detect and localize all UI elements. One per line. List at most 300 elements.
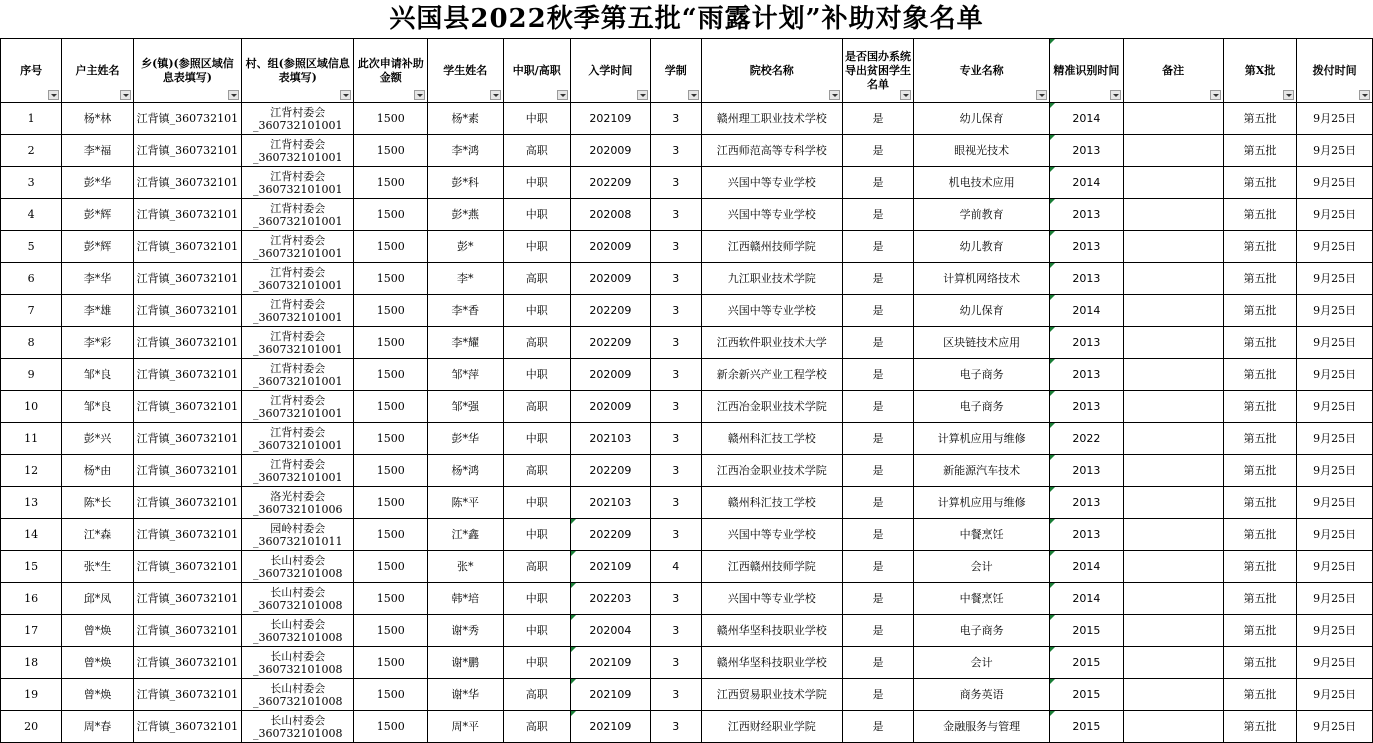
- payment-date-cell[interactable]: [1297, 615, 1373, 647]
- subsidy-amount-cell[interactable]: [354, 423, 428, 455]
- major-name-cell[interactable]: [914, 615, 1050, 647]
- school-name-cell[interactable]: [701, 231, 842, 263]
- enroll-date-cell[interactable]: [571, 647, 651, 679]
- village-code-cell[interactable]: [242, 647, 354, 679]
- major-name-cell[interactable]: [914, 647, 1050, 679]
- town-code-cell[interactable]: [133, 295, 241, 327]
- identify-year-cell[interactable]: [1050, 167, 1124, 199]
- remark-cell[interactable]: [1123, 135, 1223, 167]
- batch-number-cell[interactable]: [1223, 711, 1297, 743]
- subsidy-amount-cell[interactable]: [354, 135, 428, 167]
- town-code-cell[interactable]: [133, 231, 241, 263]
- filter-dropdown-icon[interactable]: [1210, 90, 1221, 100]
- study-years-cell[interactable]: [650, 391, 701, 423]
- poor-list-flag-cell[interactable]: [842, 199, 914, 231]
- poor-list-flag-cell[interactable]: [842, 391, 914, 423]
- row-number-cell[interactable]: [1, 327, 62, 359]
- enroll-date-cell[interactable]: [571, 519, 651, 551]
- school-level-cell[interactable]: [503, 391, 570, 423]
- householder-name-cell[interactable]: [62, 231, 134, 263]
- town-code-cell[interactable]: [133, 167, 241, 199]
- major-name-cell[interactable]: [914, 167, 1050, 199]
- town-code-cell[interactable]: [133, 615, 241, 647]
- major-name-cell[interactable]: [914, 423, 1050, 455]
- study-years-cell[interactable]: [650, 583, 701, 615]
- row-number-cell[interactable]: [1, 135, 62, 167]
- school-level-cell[interactable]: [503, 295, 570, 327]
- identify-year-cell[interactable]: [1050, 231, 1124, 263]
- row-number-cell[interactable]: [1, 647, 62, 679]
- payment-date-cell[interactable]: [1297, 647, 1373, 679]
- study-years-cell[interactable]: [650, 263, 701, 295]
- identify-year-cell[interactable]: [1050, 391, 1124, 423]
- student-name-cell[interactable]: [427, 103, 503, 135]
- poor-list-flag-cell[interactable]: [842, 103, 914, 135]
- enroll-date-cell[interactable]: [571, 679, 651, 711]
- town-code-cell[interactable]: [133, 423, 241, 455]
- major-name-cell[interactable]: [914, 455, 1050, 487]
- batch-number-cell[interactable]: [1223, 263, 1297, 295]
- poor-list-flag-cell[interactable]: [842, 647, 914, 679]
- town-code-cell[interactable]: [133, 679, 241, 711]
- filter-dropdown-icon[interactable]: [490, 90, 501, 100]
- school-level-cell[interactable]: [503, 679, 570, 711]
- school-level-cell[interactable]: [503, 647, 570, 679]
- filter-dropdown-icon[interactable]: [1283, 90, 1294, 100]
- remark-cell[interactable]: [1123, 615, 1223, 647]
- school-name-cell[interactable]: [701, 199, 842, 231]
- subsidy-amount-cell[interactable]: [354, 263, 428, 295]
- poor-list-flag-cell[interactable]: [842, 295, 914, 327]
- major-name-cell[interactable]: [914, 551, 1050, 583]
- major-name-cell[interactable]: [914, 359, 1050, 391]
- payment-date-cell[interactable]: [1297, 263, 1373, 295]
- enroll-date-cell[interactable]: [571, 359, 651, 391]
- poor-list-flag-cell[interactable]: [842, 359, 914, 391]
- major-name-cell[interactable]: [914, 199, 1050, 231]
- study-years-cell[interactable]: [650, 455, 701, 487]
- remark-cell[interactable]: [1123, 199, 1223, 231]
- subsidy-amount-cell[interactable]: [354, 455, 428, 487]
- village-code-cell[interactable]: [242, 679, 354, 711]
- school-name-cell[interactable]: [701, 167, 842, 199]
- town-code-cell[interactable]: [133, 487, 241, 519]
- batch-number-cell[interactable]: [1223, 103, 1297, 135]
- student-name-cell[interactable]: [427, 423, 503, 455]
- study-years-cell[interactable]: [650, 167, 701, 199]
- remark-cell[interactable]: [1123, 359, 1223, 391]
- enroll-date-cell[interactable]: [571, 263, 651, 295]
- town-code-cell[interactable]: [133, 647, 241, 679]
- student-name-cell[interactable]: [427, 199, 503, 231]
- batch-number-cell[interactable]: [1223, 487, 1297, 519]
- payment-date-cell[interactable]: [1297, 391, 1373, 423]
- batch-number-cell[interactable]: [1223, 295, 1297, 327]
- student-name-cell[interactable]: [427, 647, 503, 679]
- remark-cell[interactable]: [1123, 295, 1223, 327]
- school-level-cell[interactable]: [503, 615, 570, 647]
- student-name-cell[interactable]: [427, 359, 503, 391]
- remark-cell[interactable]: [1123, 647, 1223, 679]
- remark-cell[interactable]: [1123, 423, 1223, 455]
- householder-name-cell[interactable]: [62, 615, 134, 647]
- householder-name-cell[interactable]: [62, 103, 134, 135]
- school-name-cell[interactable]: [701, 679, 842, 711]
- payment-date-cell[interactable]: [1297, 679, 1373, 711]
- payment-date-cell[interactable]: [1297, 423, 1373, 455]
- school-level-cell[interactable]: [503, 199, 570, 231]
- school-level-cell[interactable]: [503, 167, 570, 199]
- village-code-cell[interactable]: [242, 359, 354, 391]
- school-level-cell[interactable]: [503, 711, 570, 743]
- student-name-cell[interactable]: [427, 263, 503, 295]
- poor-list-flag-cell[interactable]: [842, 679, 914, 711]
- major-name-cell[interactable]: [914, 103, 1050, 135]
- school-level-cell[interactable]: [503, 519, 570, 551]
- row-number-cell[interactable]: [1, 231, 62, 263]
- school-name-cell[interactable]: [701, 519, 842, 551]
- study-years-cell[interactable]: [650, 519, 701, 551]
- study-years-cell[interactable]: [650, 423, 701, 455]
- subsidy-amount-cell[interactable]: [354, 295, 428, 327]
- town-code-cell[interactable]: [133, 455, 241, 487]
- enroll-date-cell[interactable]: [571, 583, 651, 615]
- row-number-cell[interactable]: [1, 455, 62, 487]
- payment-date-cell[interactable]: [1297, 167, 1373, 199]
- row-number-cell[interactable]: [1, 551, 62, 583]
- identify-year-cell[interactable]: [1050, 647, 1124, 679]
- major-name-cell[interactable]: [914, 583, 1050, 615]
- town-code-cell[interactable]: [133, 135, 241, 167]
- village-code-cell[interactable]: [242, 327, 354, 359]
- poor-list-flag-cell[interactable]: [842, 551, 914, 583]
- identify-year-cell[interactable]: [1050, 455, 1124, 487]
- householder-name-cell[interactable]: [62, 199, 134, 231]
- enroll-date-cell[interactable]: [571, 327, 651, 359]
- town-code-cell[interactable]: [133, 359, 241, 391]
- payment-date-cell[interactable]: [1297, 199, 1373, 231]
- town-code-cell[interactable]: [133, 199, 241, 231]
- major-name-cell[interactable]: [914, 135, 1050, 167]
- school-name-cell[interactable]: [701, 423, 842, 455]
- study-years-cell[interactable]: [650, 679, 701, 711]
- town-code-cell[interactable]: [133, 551, 241, 583]
- row-number-cell[interactable]: [1, 519, 62, 551]
- study-years-cell[interactable]: [650, 487, 701, 519]
- study-years-cell[interactable]: [650, 647, 701, 679]
- subsidy-amount-cell[interactable]: [354, 487, 428, 519]
- study-years-cell[interactable]: [650, 711, 701, 743]
- payment-date-cell[interactable]: [1297, 711, 1373, 743]
- payment-date-cell[interactable]: [1297, 487, 1373, 519]
- subsidy-amount-cell[interactable]: [354, 199, 428, 231]
- householder-name-cell[interactable]: [62, 519, 134, 551]
- payment-date-cell[interactable]: [1297, 295, 1373, 327]
- poor-list-flag-cell[interactable]: [842, 487, 914, 519]
- householder-name-cell[interactable]: [62, 455, 134, 487]
- study-years-cell[interactable]: [650, 103, 701, 135]
- village-code-cell[interactable]: [242, 167, 354, 199]
- remark-cell[interactable]: [1123, 167, 1223, 199]
- enroll-date-cell[interactable]: [571, 615, 651, 647]
- study-years-cell[interactable]: [650, 615, 701, 647]
- batch-number-cell[interactable]: [1223, 327, 1297, 359]
- identify-year-cell[interactable]: [1050, 711, 1124, 743]
- subsidy-amount-cell[interactable]: [354, 679, 428, 711]
- major-name-cell[interactable]: [914, 679, 1050, 711]
- payment-date-cell[interactable]: [1297, 583, 1373, 615]
- filter-dropdown-icon[interactable]: [340, 90, 351, 100]
- row-number-cell[interactable]: [1, 487, 62, 519]
- study-years-cell[interactable]: [650, 135, 701, 167]
- town-code-cell[interactable]: [133, 103, 241, 135]
- major-name-cell[interactable]: [914, 231, 1050, 263]
- householder-name-cell[interactable]: [62, 551, 134, 583]
- batch-number-cell[interactable]: [1223, 647, 1297, 679]
- subsidy-amount-cell[interactable]: [354, 615, 428, 647]
- batch-number-cell[interactable]: [1223, 231, 1297, 263]
- village-code-cell[interactable]: [242, 103, 354, 135]
- village-code-cell[interactable]: [242, 231, 354, 263]
- subsidy-amount-cell[interactable]: [354, 327, 428, 359]
- row-number-cell[interactable]: [1, 359, 62, 391]
- village-code-cell[interactable]: [242, 615, 354, 647]
- identify-year-cell[interactable]: [1050, 103, 1124, 135]
- payment-date-cell[interactable]: [1297, 551, 1373, 583]
- town-code-cell[interactable]: [133, 327, 241, 359]
- student-name-cell[interactable]: [427, 583, 503, 615]
- student-name-cell[interactable]: [427, 167, 503, 199]
- study-years-cell[interactable]: [650, 199, 701, 231]
- householder-name-cell[interactable]: [62, 647, 134, 679]
- remark-cell[interactable]: [1123, 519, 1223, 551]
- enroll-date-cell[interactable]: [571, 167, 651, 199]
- row-number-cell[interactable]: [1, 199, 62, 231]
- school-level-cell[interactable]: [503, 231, 570, 263]
- enroll-date-cell[interactable]: [571, 103, 651, 135]
- identify-year-cell[interactable]: [1050, 359, 1124, 391]
- poor-list-flag-cell[interactable]: [842, 711, 914, 743]
- remark-cell[interactable]: [1123, 583, 1223, 615]
- row-number-cell[interactable]: [1, 263, 62, 295]
- filter-dropdown-icon[interactable]: [557, 90, 568, 100]
- student-name-cell[interactable]: [427, 455, 503, 487]
- remark-cell[interactable]: [1123, 711, 1223, 743]
- row-number-cell[interactable]: [1, 103, 62, 135]
- subsidy-amount-cell[interactable]: [354, 519, 428, 551]
- row-number-cell[interactable]: [1, 295, 62, 327]
- householder-name-cell[interactable]: [62, 135, 134, 167]
- poor-list-flag-cell[interactable]: [842, 583, 914, 615]
- village-code-cell[interactable]: [242, 295, 354, 327]
- village-code-cell[interactable]: [242, 519, 354, 551]
- enroll-date-cell[interactable]: [571, 135, 651, 167]
- subsidy-amount-cell[interactable]: [354, 583, 428, 615]
- student-name-cell[interactable]: [427, 295, 503, 327]
- school-name-cell[interactable]: [701, 583, 842, 615]
- batch-number-cell[interactable]: [1223, 167, 1297, 199]
- enroll-date-cell[interactable]: [571, 551, 651, 583]
- major-name-cell[interactable]: [914, 711, 1050, 743]
- row-number-cell[interactable]: [1, 711, 62, 743]
- subsidy-amount-cell[interactable]: [354, 711, 428, 743]
- student-name-cell[interactable]: [427, 327, 503, 359]
- identify-year-cell[interactable]: [1050, 135, 1124, 167]
- town-code-cell[interactable]: [133, 391, 241, 423]
- poor-list-flag-cell[interactable]: [842, 615, 914, 647]
- subsidy-amount-cell[interactable]: [354, 103, 428, 135]
- remark-cell[interactable]: [1123, 327, 1223, 359]
- remark-cell[interactable]: [1123, 455, 1223, 487]
- town-code-cell[interactable]: [133, 583, 241, 615]
- poor-list-flag-cell[interactable]: [842, 327, 914, 359]
- filter-dropdown-icon[interactable]: [637, 90, 648, 100]
- householder-name-cell[interactable]: [62, 295, 134, 327]
- batch-number-cell[interactable]: [1223, 551, 1297, 583]
- identify-year-cell[interactable]: [1050, 519, 1124, 551]
- subsidy-amount-cell[interactable]: [354, 647, 428, 679]
- school-level-cell[interactable]: [503, 423, 570, 455]
- batch-number-cell[interactable]: [1223, 359, 1297, 391]
- study-years-cell[interactable]: [650, 551, 701, 583]
- village-code-cell[interactable]: [242, 135, 354, 167]
- batch-number-cell[interactable]: [1223, 615, 1297, 647]
- school-level-cell[interactable]: [503, 359, 570, 391]
- identify-year-cell[interactable]: [1050, 263, 1124, 295]
- filter-dropdown-icon[interactable]: [228, 90, 239, 100]
- row-number-cell[interactable]: [1, 423, 62, 455]
- student-name-cell[interactable]: [427, 551, 503, 583]
- remark-cell[interactable]: [1123, 263, 1223, 295]
- identify-year-cell[interactable]: [1050, 487, 1124, 519]
- town-code-cell[interactable]: [133, 711, 241, 743]
- batch-number-cell[interactable]: [1223, 583, 1297, 615]
- payment-date-cell[interactable]: [1297, 455, 1373, 487]
- householder-name-cell[interactable]: [62, 583, 134, 615]
- poor-list-flag-cell[interactable]: [842, 519, 914, 551]
- batch-number-cell[interactable]: [1223, 391, 1297, 423]
- school-level-cell[interactable]: [503, 103, 570, 135]
- school-name-cell[interactable]: [701, 391, 842, 423]
- enroll-date-cell[interactable]: [571, 423, 651, 455]
- student-name-cell[interactable]: [427, 711, 503, 743]
- householder-name-cell[interactable]: [62, 679, 134, 711]
- batch-number-cell[interactable]: [1223, 199, 1297, 231]
- payment-date-cell[interactable]: [1297, 103, 1373, 135]
- enroll-date-cell[interactable]: [571, 199, 651, 231]
- batch-number-cell[interactable]: [1223, 423, 1297, 455]
- remark-cell[interactable]: [1123, 391, 1223, 423]
- school-level-cell[interactable]: [503, 487, 570, 519]
- filter-dropdown-icon[interactable]: [414, 90, 425, 100]
- householder-name-cell[interactable]: [62, 423, 134, 455]
- subsidy-amount-cell[interactable]: [354, 359, 428, 391]
- major-name-cell[interactable]: [914, 391, 1050, 423]
- school-name-cell[interactable]: [701, 295, 842, 327]
- householder-name-cell[interactable]: [62, 263, 134, 295]
- remark-cell[interactable]: [1123, 679, 1223, 711]
- batch-number-cell[interactable]: [1223, 455, 1297, 487]
- identify-year-cell[interactable]: [1050, 295, 1124, 327]
- identify-year-cell[interactable]: [1050, 423, 1124, 455]
- student-name-cell[interactable]: [427, 391, 503, 423]
- identify-year-cell[interactable]: [1050, 679, 1124, 711]
- town-code-cell[interactable]: [133, 519, 241, 551]
- remark-cell[interactable]: [1123, 551, 1223, 583]
- major-name-cell[interactable]: [914, 295, 1050, 327]
- row-number-cell[interactable]: [1, 583, 62, 615]
- batch-number-cell[interactable]: [1223, 519, 1297, 551]
- row-number-cell[interactable]: [1, 615, 62, 647]
- school-level-cell[interactable]: [503, 327, 570, 359]
- school-name-cell[interactable]: [701, 551, 842, 583]
- remark-cell[interactable]: [1123, 103, 1223, 135]
- student-name-cell[interactable]: [427, 679, 503, 711]
- town-code-cell[interactable]: [133, 263, 241, 295]
- student-name-cell[interactable]: [427, 519, 503, 551]
- filter-dropdown-icon[interactable]: [48, 90, 59, 100]
- householder-name-cell[interactable]: [62, 487, 134, 519]
- study-years-cell[interactable]: [650, 327, 701, 359]
- batch-number-cell[interactable]: [1223, 679, 1297, 711]
- school-name-cell[interactable]: [701, 135, 842, 167]
- householder-name-cell[interactable]: [62, 167, 134, 199]
- village-code-cell[interactable]: [242, 391, 354, 423]
- remark-cell[interactable]: [1123, 487, 1223, 519]
- school-name-cell[interactable]: [701, 711, 842, 743]
- poor-list-flag-cell[interactable]: [842, 423, 914, 455]
- school-name-cell[interactable]: [701, 359, 842, 391]
- major-name-cell[interactable]: [914, 327, 1050, 359]
- school-name-cell[interactable]: [701, 615, 842, 647]
- payment-date-cell[interactable]: [1297, 135, 1373, 167]
- householder-name-cell[interactable]: [62, 391, 134, 423]
- filter-dropdown-icon[interactable]: [688, 90, 699, 100]
- village-code-cell[interactable]: [242, 263, 354, 295]
- enroll-date-cell[interactable]: [571, 391, 651, 423]
- payment-date-cell[interactable]: [1297, 359, 1373, 391]
- school-name-cell[interactable]: [701, 455, 842, 487]
- school-level-cell[interactable]: [503, 135, 570, 167]
- identify-year-cell[interactable]: [1050, 615, 1124, 647]
- filter-dropdown-icon[interactable]: [120, 90, 131, 100]
- school-level-cell[interactable]: [503, 551, 570, 583]
- enroll-date-cell[interactable]: [571, 295, 651, 327]
- poor-list-flag-cell[interactable]: [842, 455, 914, 487]
- identify-year-cell[interactable]: [1050, 327, 1124, 359]
- village-code-cell[interactable]: [242, 551, 354, 583]
- school-level-cell[interactable]: [503, 263, 570, 295]
- student-name-cell[interactable]: [427, 135, 503, 167]
- study-years-cell[interactable]: [650, 231, 701, 263]
- subsidy-amount-cell[interactable]: [354, 391, 428, 423]
- school-name-cell[interactable]: [701, 327, 842, 359]
- student-name-cell[interactable]: [427, 615, 503, 647]
- payment-date-cell[interactable]: [1297, 231, 1373, 263]
- filter-dropdown-icon[interactable]: [1036, 90, 1047, 100]
- village-code-cell[interactable]: [242, 423, 354, 455]
- enroll-date-cell[interactable]: [571, 455, 651, 487]
- poor-list-flag-cell[interactable]: [842, 135, 914, 167]
- village-code-cell[interactable]: [242, 711, 354, 743]
- identify-year-cell[interactable]: [1050, 199, 1124, 231]
- study-years-cell[interactable]: [650, 295, 701, 327]
- school-name-cell[interactable]: [701, 487, 842, 519]
- school-name-cell[interactable]: [701, 103, 842, 135]
- filter-dropdown-icon[interactable]: [900, 90, 911, 100]
- subsidy-amount-cell[interactable]: [354, 167, 428, 199]
- identify-year-cell[interactable]: [1050, 583, 1124, 615]
